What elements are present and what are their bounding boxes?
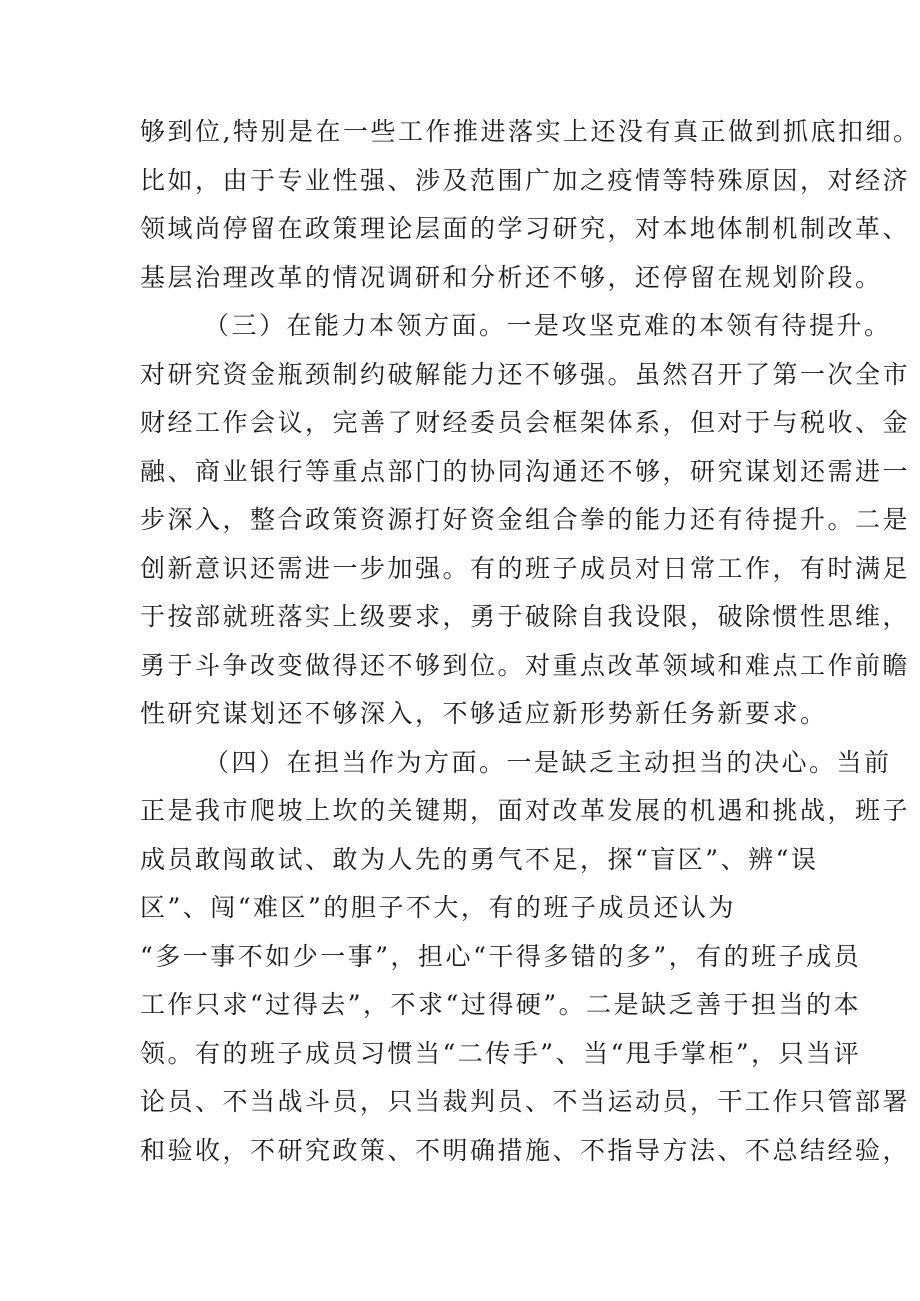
text-line: “多一事不如少一事”，担心“干得多错的多”，有的班子成员 — [140, 941, 862, 971]
section-heading-line: （四）在担当作为方面。一是缺乏主动担当的决心。当前 — [204, 747, 892, 777]
text-line: 成员敢闯敢试、敢为人先的勇气不足，探“盲区”、辨“误 — [140, 844, 819, 874]
text-line: 正是我市爬坡上坎的关键期，面对改革发展的机遇和挑战，班子 — [140, 796, 911, 825]
text-line: 领域尚停留在政策理论层面的学习研究，对本地体制机制改革、 — [140, 214, 911, 243]
text-line: 够到位,特别是在一些工作推进落实上还没有真正做到抓底扣细。 — [140, 117, 920, 146]
text-line: 基层治理改革的情况调研和分析还不够，还停留在规划阶段。 — [140, 262, 883, 292]
section-heading-line: （三）在能力本领方面。一是攻坚克难的本领有待提升。 — [204, 311, 892, 340]
document-body — [140, 108, 920, 1175]
text-line: 财经工作会议，完善了财经委员会框架体系，但对于与税收、金 — [140, 408, 911, 437]
text-line: 步深入，整合政策资源打好资金组合拳的能力还有待提升。二是 — [140, 505, 911, 534]
text-line: 于按部就班落实上级要求，勇于破除自我设限，破除惯性思维， — [140, 602, 911, 631]
text-line: 性研究谋划还不够深入，不够适应新形势新任务新要求。 — [140, 699, 828, 728]
text-line: 工作只求“过得去”，不求“过得硬”。二是缺乏善于担当的本 — [140, 990, 862, 1019]
text-line: 融、商业银行等重点部门的协同沟通还不够，研究谋划还需进一 — [140, 456, 911, 486]
text-line: 领。有的班子成员习惯当“二传手”、当“甩手掌柜”，只当评 — [140, 1038, 862, 1068]
text-line: 论员、不当战斗员，只当裁判员、不当运动员，干工作只管部署 — [140, 1087, 911, 1116]
text-line: 和验收，不研究政策、不明确措施、不指导方法、不总结经验， — [140, 1135, 911, 1165]
text-line: 比如，由于专业性强、涉及范围广加之疫情等特殊原因，对经济 — [140, 165, 911, 195]
text-line: 对研究资金瓶颈制约破解能力还不够强。虽然召开了第一次全市 — [140, 359, 911, 389]
text-line: 勇于斗争改变做得还不够到位。对重点改革领域和难点工作前瞻 — [140, 650, 911, 680]
text-line: 创新意识还需进一步加强。有的班子成员对日常工作，有时满足 — [140, 553, 911, 583]
text-line: 区”、闯“难区”的胆子不大，有的班子成员还认为 — [140, 893, 736, 922]
